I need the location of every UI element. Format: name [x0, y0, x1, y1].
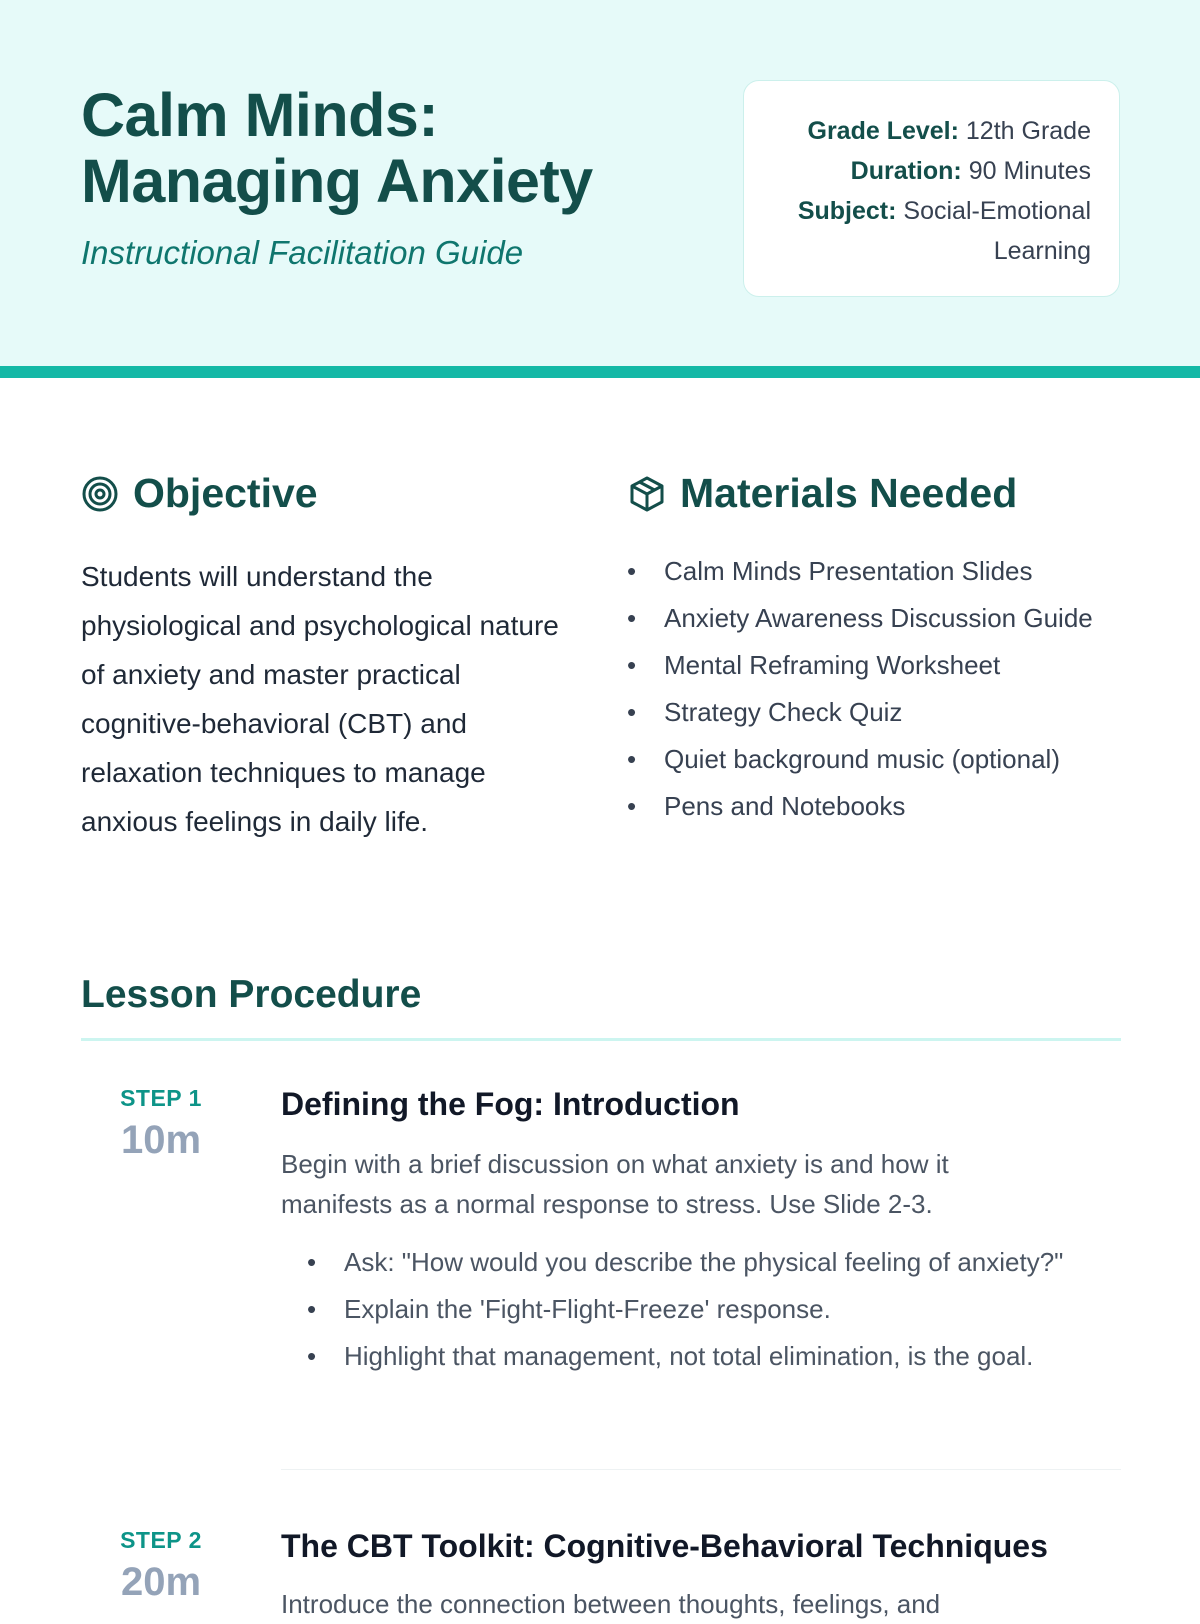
procedure-heading: Lesson Procedure [81, 973, 422, 1016]
duration-row [764, 151, 1091, 191]
page-title-line-2: Managing Anxiety [81, 147, 593, 215]
page-title [81, 82, 593, 214]
step-1-description: Begin with a brief discussion on what anxiety is and how it manifests as a normal response to stress. Use Slide 2-3. [281, 1149, 949, 1219]
step-1-time: 10m [120, 1118, 202, 1162]
target-icon [81, 475, 119, 513]
duration-value: 90 Minutes [968, 157, 1091, 185]
materials-list-item: • Strategy Check Quiz [627, 692, 1117, 732]
step-2-title: The CBT Toolkit: Cognitive-Behavioral Techniques [281, 1528, 1048, 1564]
procedure-divider [81, 1038, 1121, 1041]
duration-label: Duration: [850, 157, 962, 185]
lesson-meta-card [743, 80, 1120, 297]
grade-level-label: Grade Level: [807, 117, 959, 145]
grade-level-row [764, 111, 1091, 151]
step-1-label: STEP 1 [120, 1085, 202, 1111]
page-header [0, 0, 1200, 378]
package-icon [628, 475, 666, 513]
step-2-description: Introduce the connection between thoughts, feelings, and [281, 1589, 941, 1619]
step-1-title: Defining the Fog: Introduction [281, 1086, 740, 1122]
step-point: • Ask: "How would you describe the physical feeling of anxiety?" [307, 1242, 1107, 1282]
materials-list-item: • Calm Minds Presentation Slides [627, 551, 1117, 591]
materials-heading [628, 470, 1017, 517]
objective-heading [81, 470, 318, 517]
materials-list-item: • Quiet background music (optional) [627, 739, 1117, 779]
materials-list-item: • Mental Reframing Worksheet [627, 645, 1117, 685]
grade-level-value: 12th Grade [965, 117, 1091, 145]
materials-list-item: • Anxiety Awareness Discussion Guide [627, 598, 1117, 638]
page-subtitle: Instructional Facilitation Guide [81, 234, 524, 271]
subject-label: Subject: [797, 197, 897, 225]
materials-list-item: • Pens and Notebooks [627, 786, 1117, 826]
step-point: • Highlight that management, not total elimination, is the goal. [307, 1336, 1107, 1376]
page-title-line-1: Calm Minds: [81, 81, 439, 149]
step-1-points [307, 1242, 1107, 1383]
subject-row [764, 191, 1091, 271]
objective-text: Students will understand the physiological and psychological nature of anxiety and master practical cognitive-behavioral (CBT) and relaxation techniques to manage anxious feelings in daily life. [81, 561, 559, 837]
materials-list [627, 551, 1117, 833]
objective-heading-text: Objective [133, 470, 318, 516]
step-2-time: 20m [120, 1560, 202, 1604]
step-2-label: STEP 2 [120, 1527, 202, 1553]
step-divider [281, 1469, 1121, 1470]
materials-heading-text: Materials Needed [680, 470, 1018, 516]
step-point: • Explain the 'Fight-Flight-Freeze' response. [307, 1289, 1107, 1329]
subject-value: Social-Emotional Learning [903, 197, 1091, 265]
